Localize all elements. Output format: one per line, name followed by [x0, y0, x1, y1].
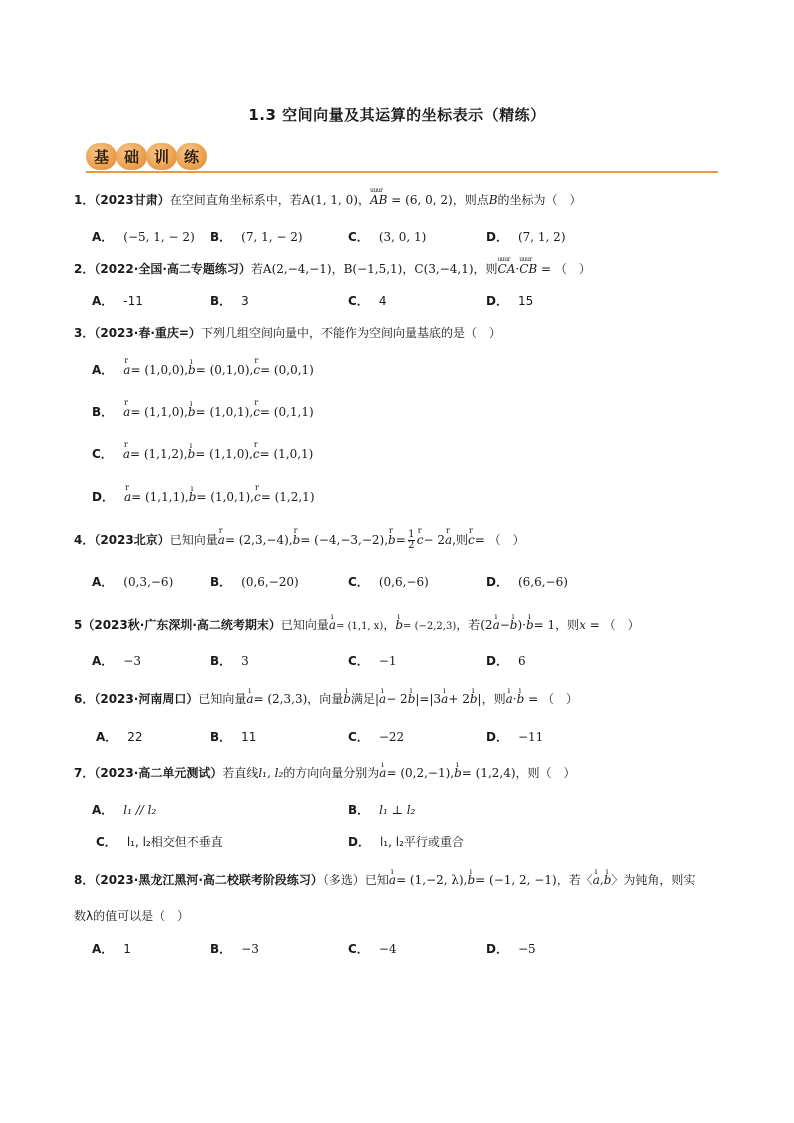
- question-6-stem: 6．（2023·河南周口）已知向量ı a= (2,3,3)，向量ı b满足|ı a− 2ı b|=|3ı a+ 2ı b|，则ı a·ı b = （ ）: [74, 691, 578, 707]
- banner-char: 练: [176, 143, 207, 170]
- section-divider: [86, 171, 718, 173]
- question-2-option-c[interactable]: C． 4: [348, 294, 387, 308]
- question-7-option-d[interactable]: D． l₁, l₂平行或重合: [348, 835, 464, 849]
- question-5-option-b[interactable]: B． 3: [210, 654, 249, 668]
- question-3-option-b[interactable]: B．r a= (1,1,0),ı b= (1,0,1),r c= (0,1,1): [92, 404, 314, 420]
- question-1-stem: 1．（2023甘肃）在空间直角坐标系中，若A(1, 1, 0)，uuur AB = (6, 0, 2)，则点B的坐标为（ ）: [74, 192, 582, 208]
- question-1-option-d[interactable]: D． (7, 1, 2): [486, 230, 566, 244]
- question-8-option-b[interactable]: B． −3: [210, 942, 259, 956]
- page-title: 1.3 空间向量及其运算的坐标表示（精练）: [248, 106, 546, 124]
- question-3-option-a[interactable]: A．r a= (1,0,0),ı b= (0,1,0),r c= (0,0,1): [92, 362, 314, 378]
- question-6-option-c[interactable]: C． −22: [348, 730, 405, 744]
- question-8-option-c[interactable]: C． −4: [348, 942, 397, 956]
- question-5-option-d[interactable]: D． 6: [486, 654, 526, 668]
- question-7-option-b[interactable]: B． l₁ ⊥ l₂: [348, 803, 416, 817]
- section-banner: [86, 143, 206, 171]
- question-4-option-a[interactable]: A． (0,3,−6): [92, 575, 174, 589]
- question-5-option-c[interactable]: C． −1: [348, 654, 397, 668]
- question-8-stem-continued: 数λ的值可以是（ ）: [74, 909, 190, 923]
- question-3-option-c[interactable]: C．r a= (1,1,2),ı b= (1,1,0),r c= (1,0,1): [92, 446, 313, 462]
- question-2-option-b[interactable]: B． 3: [210, 294, 249, 308]
- question-2-option-a[interactable]: A． -11: [92, 294, 143, 308]
- fraction-half: $\frac{1}{2}$: [408, 529, 415, 551]
- question-2-stem: 2．（2022·全国·高二专题练习）若A(2,−4,−1)，B(−1,5,1)，C(3,−4,1)，则uuur CA·uuur CB = （ ）: [74, 261, 591, 277]
- question-8-option-a[interactable]: A． 1: [92, 942, 131, 956]
- question-6-option-a[interactable]: A． 22: [96, 730, 143, 744]
- question-7-option-c[interactable]: C． l₁, l₂相交但不垂直: [96, 835, 223, 849]
- question-6-option-b[interactable]: B． 11: [210, 730, 257, 744]
- question-8-option-d[interactable]: D． −5: [486, 942, 536, 956]
- banner-char: 基: [86, 143, 117, 170]
- question-6-option-d[interactable]: D． −11: [486, 730, 544, 744]
- question-4-option-c[interactable]: C． (0,6,−6): [348, 575, 429, 589]
- question-2-option-d[interactable]: D． 15: [486, 294, 534, 308]
- question-3-stem: 3．（2023·春·重庆=）下列几组空间向量中，不能作为空间向量基底的是（ ）: [74, 326, 501, 340]
- question-1-option-b[interactable]: B． (7, 1, − 2): [210, 230, 303, 244]
- question-8-stem: 8．（2023·黑龙江黑河·高二校联考阶段练习）（多选）已知ı a= (1,−2, λ),ı b= (−1, 2, −1)，若〈ı a,ı b〉为钝角，则实: [74, 872, 695, 888]
- question-3-option-d[interactable]: D．r a= (1,1,1),ı b= (1,0,1),r c= (1,2,1): [92, 489, 315, 505]
- question-4-stem: 4．（2023北京）已知向量r a= (2,3,−4),r b= (−4,−3,−2),r b= $\frac{1}{2}$ r c− 2r a,则r c= （ ）: [74, 530, 525, 551]
- question-1-option-c[interactable]: C． (3, 0, 1): [348, 230, 427, 244]
- question-4-option-b[interactable]: B． (0,6,−20): [210, 575, 299, 589]
- question-7-option-a[interactable]: A． l₁ // l₂: [92, 803, 157, 817]
- question-5-stem: 5（2023秋·广东深圳·高二统考期末）已知向量ı a= (1,1, x)，ı b= (−2,2,3)，若(2ı a−ı b)·ı b= 1，则x = （ ）: [74, 617, 640, 635]
- banner-char: 础: [116, 143, 147, 170]
- question-7-stem: 7．（2023·高二单元测试）若直线l₁, l₂的方向向量分别为ı a= (0,2,−1),ı b= (1,2,4)，则（ ）: [74, 765, 576, 781]
- question-1-option-a[interactable]: A． (−5, 1, − 2): [92, 230, 195, 244]
- question-5-option-a[interactable]: A． −3: [92, 654, 141, 668]
- banner-char: 训: [146, 143, 177, 170]
- question-4-option-d[interactable]: D． (6,6,−6): [486, 575, 568, 589]
